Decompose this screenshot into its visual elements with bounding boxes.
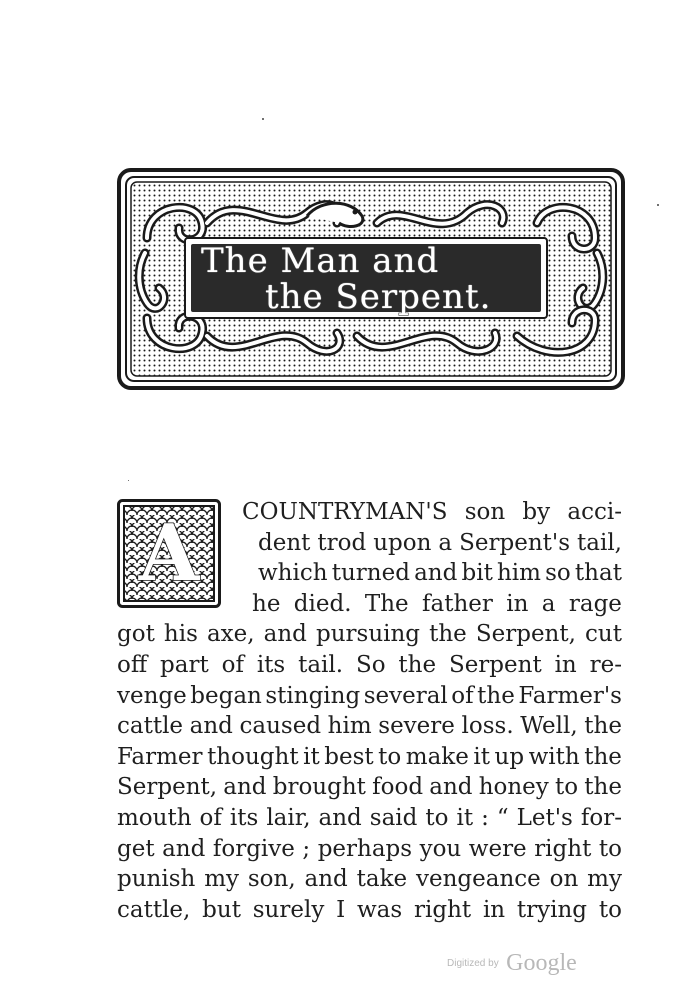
drop-cap-letter: A bbox=[138, 507, 200, 599]
body-line: cattle, but surely I was right in trying to bbox=[117, 897, 622, 923]
body-line: cattle and caused him severe loss. Well, the bbox=[117, 713, 622, 739]
body-line: get and forgive ; perhaps you were right to bbox=[117, 836, 622, 862]
digitized-label: Digitized by bbox=[447, 958, 499, 969]
title-line-1: The Man and bbox=[201, 241, 440, 281]
scan-speck bbox=[128, 480, 129, 481]
body-line: he died. The father in a rage bbox=[252, 591, 622, 617]
drop-cap-frame bbox=[117, 499, 221, 608]
body-line: got his axe, and pursuing the Serpent, cut bbox=[117, 621, 622, 647]
google-logo: Google bbox=[506, 950, 577, 976]
body-line: dent trod upon a Serpent's tail, bbox=[258, 530, 622, 556]
title-line-2: the Serpent. bbox=[265, 277, 492, 317]
body-line: Farmer thought it best to make it up with the bbox=[117, 744, 622, 770]
body-line: mouth of its lair, and said to it : “ Let's for- bbox=[117, 805, 622, 831]
scan-speck bbox=[657, 204, 659, 206]
body-line: which turned and bit him so that bbox=[258, 560, 622, 586]
body-line: Serpent, and brought food and honey to the bbox=[117, 774, 622, 800]
body-line: punish my son, and take vengeance on my bbox=[117, 866, 622, 892]
body-line: off part of its tail. So the Serpent in re- bbox=[117, 652, 622, 678]
digitized-watermark bbox=[447, 950, 577, 977]
body-line: venge began stinging several of the Farmer's bbox=[117, 683, 622, 709]
scan-speck bbox=[262, 118, 264, 120]
body-line: COUNTRYMAN'S son by acci- bbox=[242, 499, 622, 525]
